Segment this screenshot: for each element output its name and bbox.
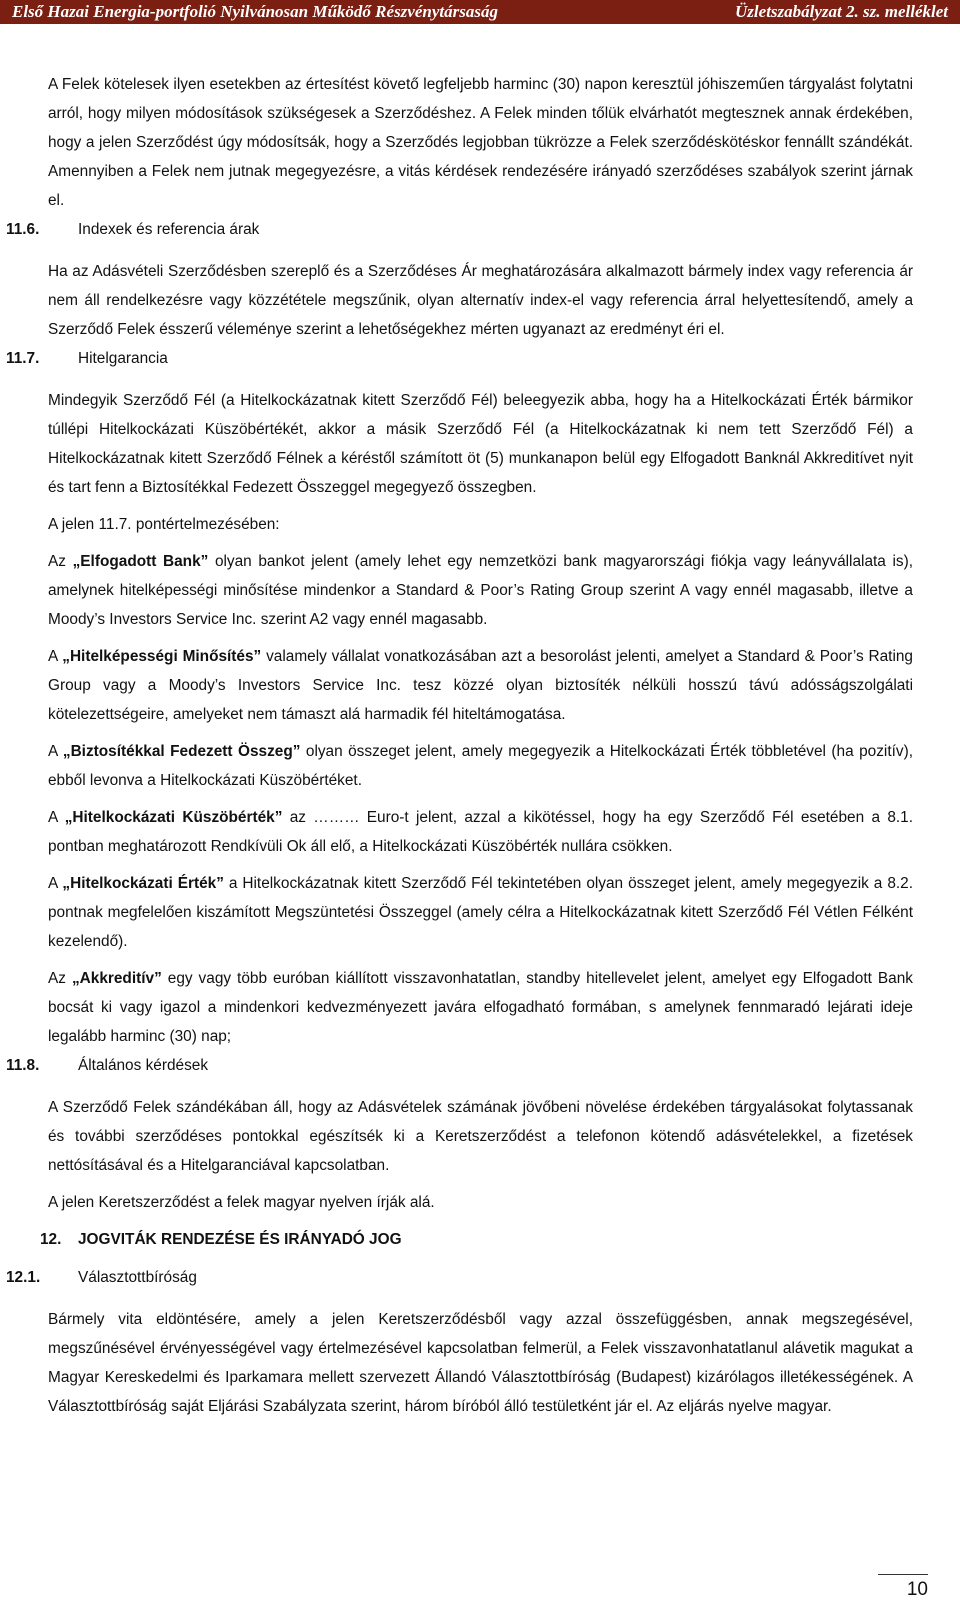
definition-elfogadott-bank — [48, 547, 913, 634]
definition-prefix: Az — [48, 553, 73, 570]
definition-akkreditiv — [48, 964, 913, 1051]
definition-prefix: A — [48, 809, 65, 826]
section-11-8-paragraph: A Szerződő Felek szándékában áll, hogy az Adásvételek számának jövőbeni növelése érdekében tárgyalásokat folytassanak és további szerződéses pontokkal egészítsék ki a Keretszerződést a telefonon kötendő adásvételekkel, a fizetések nettósításával és a Hitelgaranciával kapcsolatban. — [48, 1099, 913, 1174]
section-number: 11.8. — [6, 1057, 40, 1074]
section-title: Választottbíróság — [78, 1269, 197, 1286]
section-number: 11.6. — [6, 221, 40, 238]
section-11-6-paragraph: Ha az Adásvételi Szerződésben szereplő és a Szerződéses Ár meghatározására alkalmazott bármely index vagy referencia ár nem áll rendelkezésre vagy közzététele megszűnik, olyan alternatív index-el vagy referencia árral helyettesítendő, amely a Szerződő Felek ésszerű véleménye szerint a lehetőségekhez mérten ugyanazt az eredményt éri el. — [48, 263, 913, 338]
definitions-intro: A jelen 11.7. pontértelmezésében: — [48, 516, 280, 533]
defined-term: „Hitelkockázati Érték” — [62, 875, 224, 892]
section-heading-11-8 — [6, 1051, 913, 1081]
section-number: 11.7. — [6, 350, 40, 367]
section-11-8-language-note: A jelen Keretszerződést a felek magyar nyelven írják alá. — [48, 1194, 435, 1211]
intro-paragraph: A Felek kötelesek ilyen esetekben az értesítést követő legfeljebb harminc (30) napon keresztül jóhiszeműen tárgyalást folytatni arról, hogy milyen módosítások szükségesek a Szerződéshez. A Felek minden tőlük elvárhatót megtesznek annak érdekében, hogy a jelen Szerződést úgy módosítsák, hogy a Szerződés legjobban tükrözze a Felek szerződéskötéskor fennállt szándékát. Amennyiben a Felek nem jutnak megegyezésre, a vitás kérdések rendezésére irányadó szerződéses szabályok szerint járnak el. — [48, 76, 913, 209]
defined-term: „Elfogadott Bank” — [72, 553, 209, 570]
definition-text: az ……… Euro-t jelent, azzal a kikötéssel, hogy ha egy Szerződő Fél esetében a 8.1. pontban meghatározott Rendkívüli Ok áll elő, a Hitelkockázati Küszöbérték nullára csökken. — [48, 809, 913, 855]
definition-prefix: A — [48, 875, 63, 892]
section-title: Hitelgarancia — [78, 350, 168, 367]
section-heading-11-7 — [6, 344, 913, 374]
chapter-number: 12. — [40, 1231, 62, 1248]
definition-biztositekkal-fedezett-osszeg — [48, 737, 913, 795]
definition-text: a Hitelkockázatnak kitett Szerződő Fél tekintetében olyan összeget jelent, amely megegyezik a 8.2. pontnak megfelelően kiszámított Megszüntetési Összeggel (amely célra a Hitelkockázatnak kitett Szerződő Fél Vétlen Félként kezelendő). — [48, 875, 913, 950]
defined-term: „Hitelkockázati Küszöbérték” — [64, 809, 283, 826]
definition-text: olyan összeget jelent, amely megegyezik a Hitelkockázati Érték többletével (ha pozitív), ebből levonva a Hitelkockázati Küszöbértéket. — [48, 743, 913, 789]
section-title: Általános kérdések — [78, 1057, 209, 1074]
chapter-heading-12 — [40, 1225, 913, 1255]
chapter-title: JOGVITÁK RENDEZÉSE ÉS IRÁNYADÓ JOG — [78, 1231, 402, 1248]
defined-term: „Hitelképességi Minősítés” — [62, 648, 262, 665]
section-12-1-paragraph: Bármely vita eldöntésére, amely a jelen Keretszerződésből vagy azzal összefüggésben, annak megszegésével, megszűnésével érvényességével vagy értelmezésével kapcsolatban felmerül, a Felek visszavonhatatlanul alávetik magukat a Magyar Kereskedelmi és Iparkamara mellett szervezett Állandó Választottbíróság (Budapest) kizárólagos illetékességének. A Választottbíróság saját Eljárási Szabályzata szerint, három bíróból álló testületként jár el. Az eljárás nyelve magyar. — [48, 1311, 913, 1415]
section-title: Indexek és referencia árak — [78, 221, 260, 238]
defined-term: „Biztosítékkal Fedezett Összeg” — [62, 743, 301, 760]
definition-prefix: A — [48, 648, 63, 665]
section-number: 12.1. — [6, 1269, 41, 1286]
header-company: Első Hazai Energia-portfolió Nyilvánosan Működő Részvénytársaság — [12, 2, 498, 21]
definition-text: valamely vállalat vonatkozásában azt a besorolást jelenti, amelyet a Standard & Poor’s Rating Group vagy a Moody’s Investors Service Inc. tesz közzé olyan biztosíték nélküli hosszú távú adósságszolgálati kötelezettségeire, amelyeket nem támaszt alá harmadik fél hiteltámogatása. — [48, 648, 913, 723]
section-11-7-paragraph: Mindegyik Szerződő Fél (a Hitelkockázatnak kitett Szerződő Fél) beleegyezik abba, hogy ha a Hitelkockázati Érték bármikor túllépi Hitelkockázati Küszöbértékét, akkor a másik Szerződő Fél (a Hitelkockázatnak ki nem tett Szerződő Fél) a Hitelkockázatnak kitett Szerződő Félnek a kéréstől számított öt (5) munkanapon belül egy Elfogadott Banknál Akkreditívet nyit és tart fenn a Biztosítékkal Fedezett Összeggel megegyező összegben. — [48, 392, 913, 496]
definition-hitelkockazati-ertek — [48, 869, 913, 956]
page-header — [0, 0, 960, 24]
definition-hitelkepessegi-minosites — [48, 642, 913, 729]
page-number: 10 — [878, 1574, 928, 1605]
document-body — [6, 70, 913, 1421]
definition-prefix: Az — [48, 970, 72, 987]
definition-text: egy vagy több euróban kiállított visszavonhatatlan, standby hitellevelet jelent, amelyet egy Elfogadott Bank bocsát ki vagy igazol a mindenkori kedvezményezett javára elfogadható formában, s amelynek fennmaradó lejárati ideje legalább harminc (30) nap; — [48, 970, 913, 1045]
section-heading-12-1 — [6, 1263, 913, 1293]
header-document: Üzletszabályzat 2. sz. melléklet — [735, 2, 948, 21]
section-heading-11-6 — [6, 215, 913, 245]
definition-text: olyan bankot jelent (amely lehet egy nemzetközi bank magyarországi fiókja vagy leányvállalata is), amelynek hitelképességi minősítése mindenkor a Standard & Poor’s Rating Group szerint A vagy ennél magasabb, illetve a Moody’s Investors Service Inc. szerint A2 vagy ennél magasabb. — [48, 553, 913, 628]
defined-term: „Akkreditív” — [71, 970, 162, 987]
definition-hitelkockazati-kuszobertek — [48, 803, 913, 861]
definition-prefix: A — [48, 743, 63, 760]
